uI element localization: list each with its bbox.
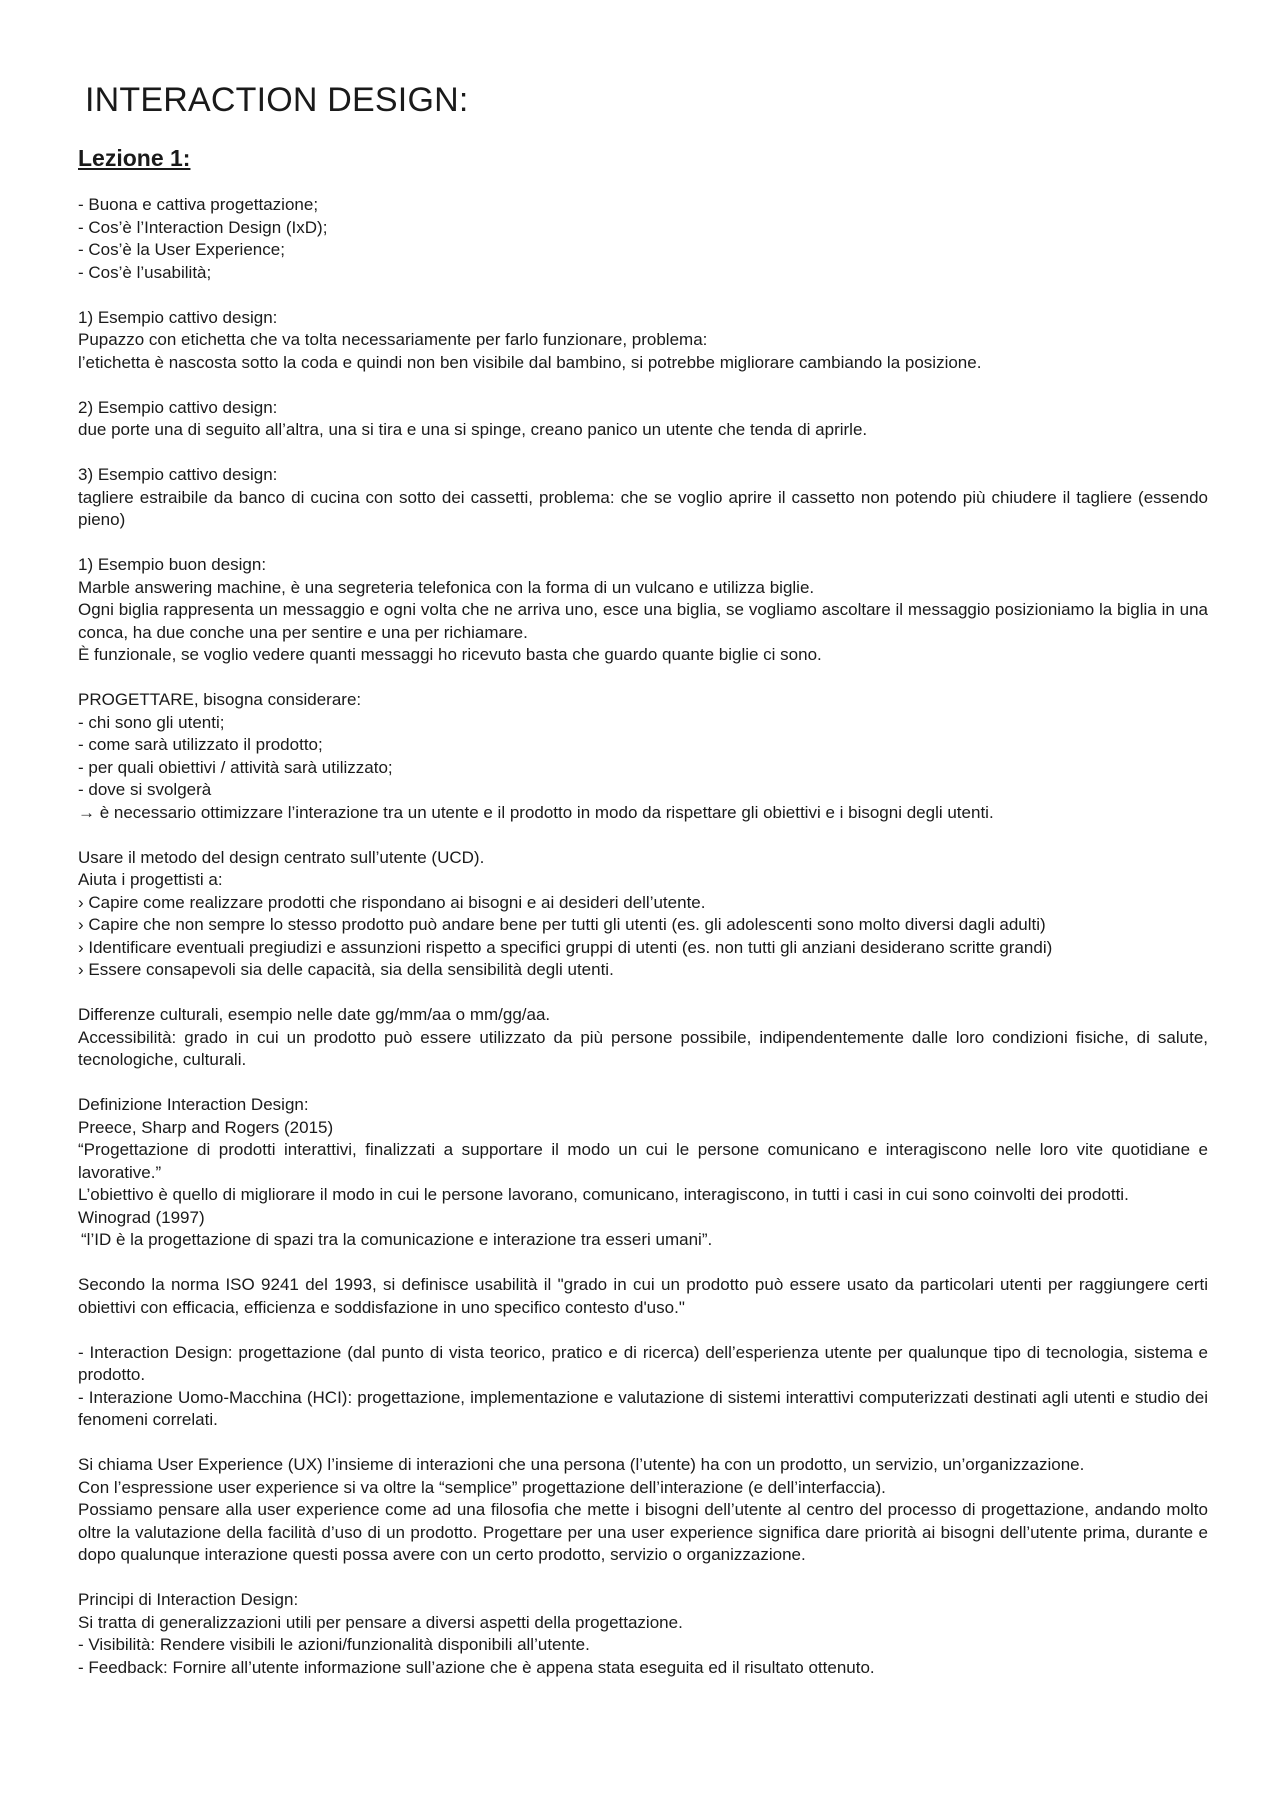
spacer — [78, 1567, 1208, 1590]
agenda-item: - Cos’è l’Interaction Design (IxD); — [78, 217, 328, 237]
paragraph-line: Differenze culturali, esempio nelle date gg/mm/aa o mm/gg/aa. — [78, 1005, 551, 1024]
citation: Winograd (1997) — [78, 1207, 205, 1227]
paragraph-line: Con l’espressione user experience si va oltre la “semplice” progettazione dell’interazione (e dell’interfaccia). — [78, 1477, 886, 1497]
principles-heading: Principi di Interaction Design: — [78, 1590, 299, 1609]
list-item: - Feedback: Fornire all’utente informazione sull’azione che è appena stata eseguita ed il risultato ottenuto. — [78, 1657, 875, 1677]
spacer — [78, 1252, 1208, 1275]
bad-design-2-heading: 2) Esempio cattivo design: — [78, 397, 278, 417]
paragraph: Ogni biglia rappresenta un messaggio e ogni volta che ne arriva uno, esce una biglia, se vogliamo ascoltare il messaggio posizioniamo la biglia in una conca, ha due conche una per sentire e una per richiamare. — [78, 600, 1208, 642]
agenda-item: - Buona e cattiva progettazione; — [78, 195, 319, 214]
paragraph-line: Usare il metodo del design centrato sull’utente (UCD). — [78, 847, 485, 867]
quote: “Progettazione di prodotti interattivi, finalizzati a supportare il modo un cui le persone comunicano e interagiscono nelle loro vite quotidiane e lavorative.” — [78, 1140, 1208, 1182]
agenda-item: - Cos’è la User Experience; — [78, 240, 285, 259]
list-item: - per quali obiettivi / attività sarà utilizzato; — [78, 757, 393, 777]
definition-heading: Definizione Interaction Design: — [78, 1095, 309, 1114]
paragraph: Possiamo pensare alla user experience come ad una filosofia che mette i bisogni dell’utente al centro del processo di progettazione, andando molto oltre la valutazione della facilità d’uso di un prodotto. Progettare per una user experience significa dare priorità ai bisogni dell’utente prima, durante e dopo qualunque interazione questi possa avere con un certo prodotto, servizio o organizzazione. — [78, 1500, 1208, 1564]
paragraph: L’obiettivo è quello di migliorare il modo in cui le persone lavorano, comunicano, interagiscono, in tutti i casi in cui sono coinvolti dei prodotti. — [78, 1185, 1129, 1204]
spacer — [78, 667, 1208, 690]
list-item: › Identificare eventuali pregiudizi e assunzioni rispetto a specifici gruppi di utenti (es. non tutti gli anziani desiderano scritte grandi) — [78, 937, 1053, 957]
paragraph: Si chiama User Experience (UX) l’insieme di interazioni che una persona (l’utente) ha con un prodotto, un servizio, un’organizzazione. — [78, 1455, 1085, 1474]
spacer — [78, 442, 1208, 465]
good-design-1-heading: 1) Esempio buon design: — [78, 555, 267, 574]
lesson-heading: Lezione 1: — [78, 145, 191, 171]
list-item: - come sarà utilizzato il prodotto; — [78, 735, 323, 754]
list-item: › Capire come realizzare prodotti che rispondano ai bisogni e ai desideri dell’utente. — [78, 892, 706, 912]
spacer — [78, 824, 1208, 847]
bad-design-1-heading: 1) Esempio cattivo design: — [78, 307, 278, 327]
spacer — [78, 1319, 1208, 1342]
paragraph-line: l’etichetta è nascosta sotto la coda e quindi non ben visibile dal bambino, si potrebbe migliorare cambiando la posizione. — [78, 352, 982, 372]
spacer — [78, 374, 1208, 397]
spacer — [78, 284, 1208, 307]
paragraph-line: È funzionale, se voglio vedere quanti messaggi ho ricevuto basta che guardo quante biglie ci sono. — [78, 645, 822, 664]
list-item: - chi sono gli utenti; — [78, 712, 225, 732]
agenda-item: - Cos’è l’usabilità; — [78, 262, 212, 282]
list-item: › Capire che non sempre lo stesso prodotto può andare bene per tutti gli utenti (es. gli adolescenti sono molto diversi dagli adulti) — [78, 915, 1046, 934]
paragraph-line: Aiuta i progettisti a: — [78, 870, 223, 889]
paragraph-line: Marble answering machine, è una segreteria telefonica con la forma di un vulcano e utilizza biglie. — [78, 577, 815, 597]
bad-design-3-heading: 3) Esempio cattivo design: — [78, 465, 278, 484]
paragraph: - Interaction Design: progettazione (dal punto di vista teorico, pratico e di ricerca) dell’esperienza utente per qualunque tipo di tecnologia, sistema e prodotto. — [78, 1342, 1208, 1384]
document-body — [78, 194, 1208, 1679]
paragraph-line: due porte una di seguito all’altra, una si tira e una si spinge, creano panico un utente che tenda di aprirle. — [78, 420, 868, 439]
list-item: - dove si svolgerà — [78, 780, 212, 799]
progettare-heading: PROGETTARE, bisogna considerare: — [78, 690, 362, 709]
paragraph: - Interazione Uomo-Macchina (HCI): progettazione, implementazione e valutazione di sistemi interattivi computerizzati destinati agli utenti e studio dei fenomeni correlati. — [78, 1387, 1208, 1429]
spacer — [78, 1072, 1208, 1095]
list-item: - Visibilità: Rendere visibili le azioni/funzionalità disponibili all’utente. — [78, 1635, 590, 1654]
citation: Preece, Sharp and Rogers (2015) — [78, 1117, 334, 1137]
spacer — [78, 982, 1208, 1005]
spacer — [78, 532, 1208, 555]
document-title: INTERACTION DESIGN: — [85, 81, 469, 119]
progettare-conclusion: → è necessario ottimizzare l’interazione tra un utente e il prodotto in modo da rispettare gli obiettivi e i bisogni degli utenti. — [78, 802, 994, 822]
quote: “l’ID è la progettazione di spazi tra la comunicazione e interazione tra esseri umani”. — [81, 1230, 713, 1249]
paragraph-line: Si tratta di generalizzazioni utili per pensare a diversi aspetti della progettazione. — [78, 1612, 683, 1632]
paragraph: Secondo la norma ISO 9241 del 1993, si definisce usabilità il "grado in cui un prodotto può essere usato da particolari utenti per raggiungere certi obiettivi con efficacia, efficienza e soddisfazione in uno specifico contesto d'uso." — [78, 1275, 1208, 1317]
paragraph: Accessibilità: grado in cui un prodotto può essere utilizzato da più persone possibile, indipendentemente dalle loro condizioni fisiche, di salute, tecnologiche, culturali. — [78, 1027, 1208, 1069]
paragraph-line: Pupazzo con etichetta che va tolta necessariamente per farlo funzionare, problema: — [78, 330, 708, 349]
paragraph: tagliere estraibile da banco di cucina con sotto dei cassetti, problema: che se voglio aprire il cassetto non potendo più chiudere il tagliere (essendo pieno) — [78, 487, 1208, 529]
list-item: › Essere consapevoli sia delle capacità, sia della sensibilità degli utenti. — [78, 960, 614, 979]
spacer — [78, 1432, 1208, 1455]
